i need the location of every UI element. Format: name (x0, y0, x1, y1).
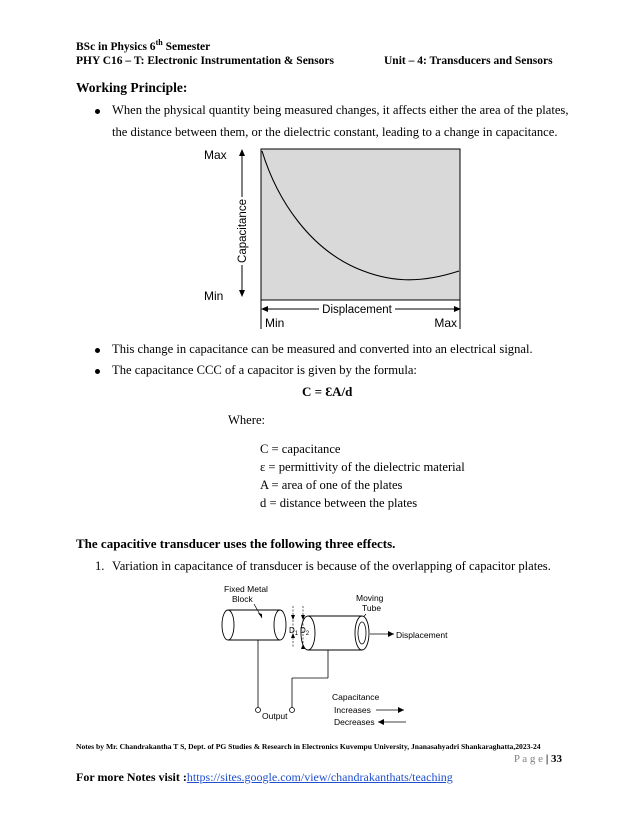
header-unit: Unit – 4: Transducers and Sensors (384, 55, 553, 67)
moving-tube-label-1: Moving (356, 593, 384, 603)
d1-arrow-top (291, 615, 295, 620)
header-semester-text: BSc in Physics 6 (76, 40, 156, 53)
moving-tube-right-end-inner (358, 622, 366, 644)
notes-link[interactable]: https://sites.google.com/view/chandrakanthats/teaching (186, 770, 453, 784)
graph-y-label: Capacitance (237, 199, 249, 263)
bullet-dot (95, 369, 100, 374)
capacitance-legend-title: Capacitance (332, 692, 380, 702)
graph-x-label: Displacement (322, 304, 392, 316)
output-label: Output (262, 711, 288, 721)
output-terminal-1 (256, 708, 261, 713)
definition-epsilon: ε = permittivity of the dielectric material (260, 460, 465, 474)
moving-tube-label-2: Tube (362, 603, 382, 613)
d2-sub: 2 (305, 631, 310, 637)
graph-plot-area (261, 149, 460, 300)
increases-arrow-head (398, 707, 404, 713)
where-label: Where: (228, 413, 266, 427)
output-terminal-2 (290, 708, 295, 713)
header-course: PHY C16 – T: Electronic Instrumentation & Sensors (76, 55, 334, 67)
overlap-capacitor-diagram (216, 578, 448, 732)
definition-d: d = distance between the plates (260, 496, 418, 510)
d1-letter: D (289, 626, 295, 635)
definition-c: C = capacitance (260, 442, 341, 456)
graph-x-arrow-left (261, 306, 268, 312)
header-semester-suffix: Semester (162, 40, 211, 53)
capacitance-increases-label: Increases (334, 705, 371, 715)
fixed-cylinder-right-end (274, 610, 286, 640)
header-semester (76, 38, 210, 53)
d1-label (289, 626, 299, 637)
graph-y-min: Min (204, 289, 224, 303)
bullet-dot (95, 109, 100, 114)
formula: C = ƐA/d (302, 384, 353, 399)
definition-a: A = area of one of the plates (260, 478, 403, 492)
d2-letter: D (300, 626, 306, 635)
graph-x-min: Min (265, 316, 285, 330)
header-semester-sup: th (155, 38, 163, 47)
page-separator: | (545, 753, 549, 765)
effects-item1-text: Variation in capacitance of transducer is because of the overlapping of capacitor plates. (112, 559, 551, 573)
graph-y-arrow-down (239, 290, 245, 297)
graph-y-arrow-up (239, 149, 245, 156)
effects-item1-number: 1. (95, 559, 105, 573)
displacement-label: Displacement (396, 630, 448, 640)
footer-more-notes (76, 770, 453, 785)
bullet-dot (95, 348, 100, 353)
working-principle-heading: Working Principle: (76, 80, 188, 95)
footer-notes: Notes by Mr. Chandrakantha T S, Dept. of PG Studies & Research in Electronics Kuvempu University, Jnanasahyadri Shankaraghatta,2023-24 (76, 742, 541, 751)
fixed-block-label-1: Fixed Metal (224, 584, 268, 594)
capacitance-displacement-graph (196, 143, 468, 333)
graph-y-max: Max (204, 148, 227, 162)
graph-x-max: Max (434, 316, 457, 330)
bullet1-line1: When the physical quantity being measured changes, it affects either the area of the plates, (112, 103, 569, 117)
page-label: P a g e (513, 753, 544, 765)
bullet2-text: This change in capacitance can be measured and converted into an electrical signal. (112, 342, 533, 356)
capacitance-decreases-label: Decreases (334, 717, 375, 727)
effects-heading: The capacitive transducer uses the following three effects. (76, 536, 396, 551)
more-notes-label: For more Notes visit : (76, 770, 187, 784)
fixed-cylinder-left-end (222, 610, 234, 640)
fixed-cylinder-body (228, 610, 280, 640)
page-number-block (514, 753, 562, 765)
d1-sub: 1 (294, 631, 299, 637)
moving-tube-body (305, 616, 362, 650)
bullet3-text: The capacitance CCC of a capacitor is given by the formula: (112, 363, 417, 377)
displacement-arrow-head (388, 631, 394, 637)
bullet1-line2: the distance between them, or the dielectric constant, leading to a change in capacitance. (112, 125, 558, 139)
fixed-block-label-2: Block (232, 594, 253, 604)
page-number: 33 (551, 753, 562, 765)
decreases-arrow-head (378, 719, 384, 725)
